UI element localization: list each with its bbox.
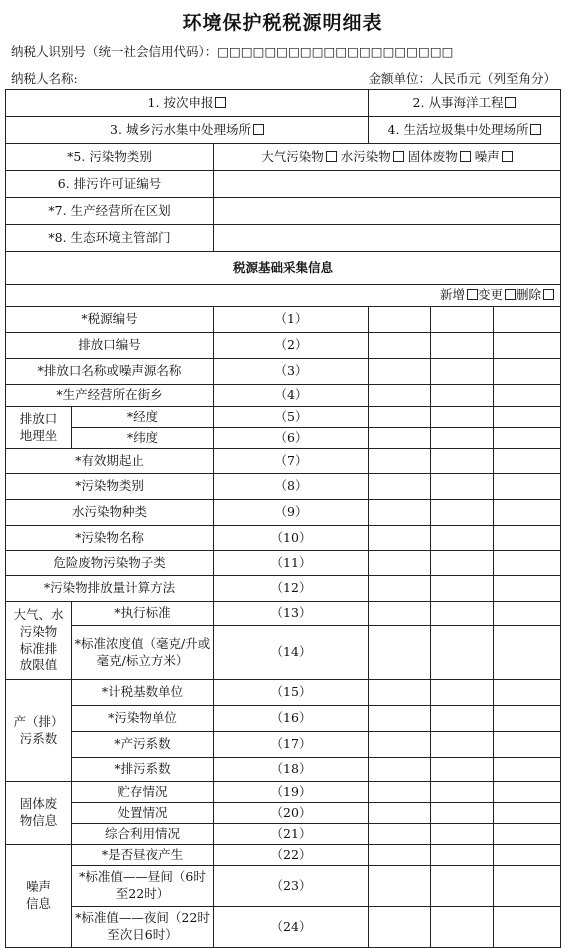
tax-source-table (5, 89, 561, 948)
row-number: （1） (214, 307, 369, 333)
value-cell[interactable] (431, 602, 494, 626)
group-solid-waste: 固体废 物信息 (6, 782, 72, 845)
value-cell[interactable] (431, 551, 494, 576)
value-cell[interactable] (494, 845, 561, 866)
value-cell[interactable] (494, 680, 561, 706)
value-cell[interactable] (494, 907, 561, 948)
value-cell[interactable] (369, 474, 431, 500)
value-cell[interactable] (369, 732, 431, 758)
value-cell[interactable] (494, 385, 561, 407)
value-cell[interactable] (369, 824, 431, 845)
pollutant-category-label: *5. 污染物类别 (6, 144, 214, 171)
value-cell[interactable] (431, 732, 494, 758)
group-emission-limits: 大气、水 污染物 标准排 放限值 (6, 602, 72, 680)
value-cell[interactable] (369, 385, 431, 407)
value-cell[interactable] (494, 526, 561, 551)
permit-number-field[interactable] (214, 171, 561, 198)
row-label: 综合利用情况 (72, 824, 214, 845)
value-cell[interactable] (369, 782, 431, 803)
value-cell[interactable] (369, 500, 431, 526)
row-number: （3） (214, 359, 369, 385)
checkbox[interactable] (530, 124, 541, 135)
row-number: （14） (214, 626, 369, 680)
value-cell[interactable] (369, 576, 431, 602)
value-cell[interactable] (431, 359, 494, 385)
row-label: *污染物名称 (6, 526, 214, 551)
row-number: （5） (214, 407, 369, 428)
option-marine-engineering[interactable]: 2. 从事海洋工程 (369, 90, 561, 117)
row-label: *标准值——昼间（6时至22时） (72, 866, 214, 907)
row-label: *经度 (72, 407, 214, 428)
row-label: *执行标准 (72, 602, 214, 626)
checkbox[interactable] (460, 151, 471, 162)
row-number: （15） (214, 680, 369, 706)
option-by-time[interactable]: 1. 按次申报 (6, 90, 369, 117)
taxpayer-name-label: 纳税人名称: (11, 71, 78, 86)
row-number: （2） (214, 333, 369, 359)
row-label: *标准值——夜间（22时至次日6时） (72, 907, 214, 948)
value-cell[interactable] (494, 359, 561, 385)
value-cell[interactable] (494, 576, 561, 602)
permit-number-label: 6. 排污许可证编号 (6, 171, 214, 198)
value-cell[interactable] (494, 866, 561, 907)
value-cell[interactable] (431, 385, 494, 407)
value-cell[interactable] (369, 907, 431, 948)
value-cell[interactable] (369, 866, 431, 907)
region-field[interactable] (214, 198, 561, 225)
value-cell[interactable] (494, 474, 561, 500)
value-cell[interactable] (431, 500, 494, 526)
amount-unit-label: 金额单位：人民币元（列至角分） (368, 71, 556, 86)
row-number: （16） (214, 706, 369, 732)
value-cell[interactable] (369, 758, 431, 782)
checkbox[interactable] (543, 289, 554, 300)
row-number: （23） (214, 866, 369, 907)
row-label: *污染物排放量计算方法 (6, 576, 214, 602)
row-number: （17） (214, 732, 369, 758)
row-number: （24） (214, 907, 369, 948)
group-coefficients: 产（排） 污系数 (6, 680, 72, 782)
value-cell[interactable] (494, 407, 561, 428)
row-number: （11） (214, 551, 369, 576)
value-cell[interactable] (431, 782, 494, 803)
row-label: 水污染物种类 (6, 500, 214, 526)
checkbox[interactable] (393, 151, 404, 162)
value-cell[interactable] (431, 307, 494, 333)
taxpayer-id-label: 纳税人识别号（统一社会信用代码）：□□□□□□□□□□□□□□□□□□□□ (11, 44, 454, 59)
value-cell[interactable] (369, 602, 431, 626)
row-label: *污染物类别 (6, 474, 214, 500)
row-number: （7） (214, 449, 369, 474)
form-title: 环境保护税税源明细表 (182, 12, 383, 34)
value-cell[interactable] (431, 428, 494, 449)
value-cell[interactable] (494, 551, 561, 576)
row-number: （12） (214, 576, 369, 602)
value-cell[interactable] (431, 824, 494, 845)
value-cell[interactable] (369, 359, 431, 385)
authority-field[interactable] (214, 225, 561, 252)
row-label: 处置情况 (72, 803, 214, 824)
checkbox[interactable] (326, 151, 337, 162)
value-cell[interactable] (431, 407, 494, 428)
row-label: 贮存情况 (72, 782, 214, 803)
value-cell[interactable] (494, 803, 561, 824)
value-cell[interactable] (369, 845, 431, 866)
section-title: 税源基础采集信息 (6, 252, 561, 285)
row-number: （10） (214, 526, 369, 551)
value-cell[interactable] (431, 576, 494, 602)
value-cell[interactable] (494, 732, 561, 758)
value-cell[interactable] (369, 626, 431, 680)
value-cell[interactable] (369, 333, 431, 359)
value-cell[interactable] (431, 758, 494, 782)
value-cell[interactable] (369, 680, 431, 706)
group-outlet-geo: 排放口 地理坐 (6, 407, 72, 449)
value-cell[interactable] (494, 782, 561, 803)
value-cell[interactable] (494, 333, 561, 359)
row-number: （4） (214, 385, 369, 407)
value-cell[interactable] (431, 803, 494, 824)
checkbox[interactable] (502, 151, 513, 162)
row-label: *产污系数 (72, 732, 214, 758)
value-cell[interactable] (431, 845, 494, 866)
checkbox[interactable] (253, 124, 264, 135)
value-cell[interactable] (369, 526, 431, 551)
value-cell[interactable] (369, 407, 431, 428)
value-cell[interactable] (431, 866, 494, 907)
pollutant-category-options[interactable]: 大气污染物 水污染物 固体废物 噪声 (214, 144, 561, 171)
row-label: *是否昼夜产生 (72, 845, 214, 866)
value-cell[interactable] (369, 449, 431, 474)
row-number: （9） (214, 500, 369, 526)
value-cell[interactable] (431, 907, 494, 948)
value-cell[interactable] (431, 526, 494, 551)
row-label: *生产经营所在街乡 (6, 385, 214, 407)
value-cell[interactable] (369, 428, 431, 449)
checkbox[interactable] (467, 289, 478, 300)
operation-options[interactable]: 新增 变更 删除 (6, 285, 561, 307)
value-cell[interactable] (494, 824, 561, 845)
value-cell[interactable] (369, 551, 431, 576)
row-label: *排放口名称或噪声源名称 (6, 359, 214, 385)
row-label: 危险废物污染物子类 (6, 551, 214, 576)
value-cell[interactable] (431, 474, 494, 500)
value-cell[interactable] (494, 706, 561, 732)
value-cell[interactable] (431, 333, 494, 359)
value-cell[interactable] (369, 307, 431, 333)
checkbox[interactable] (505, 97, 516, 108)
row-label: *计税基数单位 (72, 680, 214, 706)
option-garbage-treatment[interactable]: 4. 生活垃圾集中处理场所 (369, 117, 561, 144)
row-label: *税源编号 (6, 307, 214, 333)
option-sewage-treatment[interactable]: 3. 城乡污水集中处理场所 (6, 117, 369, 144)
value-cell[interactable] (494, 500, 561, 526)
value-cell[interactable] (431, 449, 494, 474)
authority-label: *8. 生态环境主管部门 (6, 225, 214, 252)
row-label: *污染物单位 (72, 706, 214, 732)
row-label: *有效期起止 (6, 449, 214, 474)
value-cell[interactable] (494, 626, 561, 680)
row-label: *排污系数 (72, 758, 214, 782)
row-number: （19） (214, 782, 369, 803)
value-cell[interactable] (431, 680, 494, 706)
row-number: （21） (214, 824, 369, 845)
row-label: *纬度 (72, 428, 214, 449)
value-cell[interactable] (494, 428, 561, 449)
value-cell[interactable] (494, 307, 561, 333)
row-number: （6） (214, 428, 369, 449)
row-number: （8） (214, 474, 369, 500)
value-cell[interactable] (431, 626, 494, 680)
value-cell[interactable] (494, 449, 561, 474)
row-number: （20） (214, 803, 369, 824)
checkbox[interactable] (505, 289, 516, 300)
value-cell[interactable] (369, 803, 431, 824)
group-noise: 噪声 信息 (6, 845, 72, 948)
row-label: 排放口编号 (6, 333, 214, 359)
row-label: *标准浓度值（毫克/升或毫克/标立方米） (72, 626, 214, 680)
row-number: （13） (214, 602, 369, 626)
checkbox[interactable] (215, 97, 226, 108)
row-number: （18） (214, 758, 369, 782)
region-label: *7. 生产经营所在区划 (6, 198, 214, 225)
value-cell[interactable] (431, 706, 494, 732)
value-cell[interactable] (369, 706, 431, 732)
row-number: （22） (214, 845, 369, 866)
value-cell[interactable] (494, 602, 561, 626)
value-cell[interactable] (494, 758, 561, 782)
